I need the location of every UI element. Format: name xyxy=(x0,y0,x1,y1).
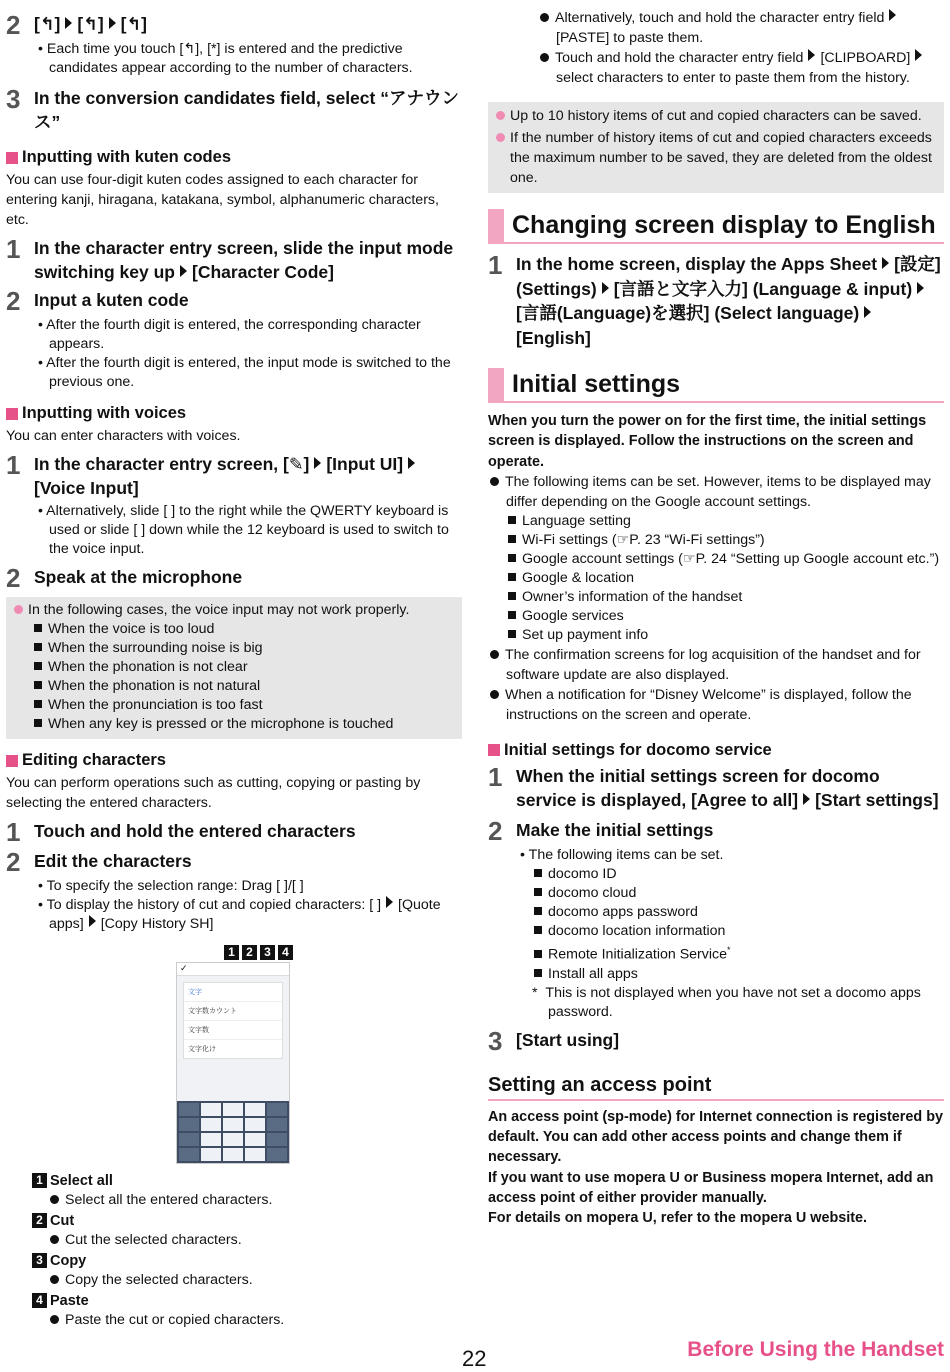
step-3-select: 3 In the conversion candidates field, select “アナウンス” xyxy=(6,84,459,132)
arrow-icon xyxy=(65,17,72,29)
page-number: 22 xyxy=(462,1346,487,1371)
tools-icon: ✎ xyxy=(288,454,304,474)
section-kuten: Inputting with kuten codes xyxy=(6,148,462,167)
right-column: Alternatively, touch and hold the character entry field[PASTE] to paste them. Touch and hold the character entry field [CLIPBOARD]select characters to enter to paste them from the history. Up to 10 history items of cut and copied characters can be saved. If the number of history items of cut and copied characters exceeds the maximum number to be saved, they are deleted from the oldest one. Changing screen display to English 1 In the home screen, display the Apps Sheet [設定] (Settings) [言語と文字入力] (Language & input)[言語(Language)を選択] (Select language)[English] Initial settings When you turn the power on for the first time, the initial settings screen is displayed. Follow the instructions on the screen and operate. The following items can be set. However, items to be displayed may differ depending on the Google account settings. Language setting Wi-Fi settings (☞P. 23 “Wi-Fi settings”) Google account settings (☞P. 24 “Setting up Google account etc.”) Google & location Owner’s information of the handset Google services Set up payment info The confirmation screens for log acquisition of the handset and for software update are also displayed. When a notification for “Disney Welcome” is displayed, follow the instructions on the screen and operate. Initial settings for docomo service 1 When the initial settings screen for docomo service is displayed, [Agree to all] [Start settings] 2 Make the initial settings • The following items can be set. docomo ID docomo cloud docomo apps password docomo location information Remote Initialization Service* Install all apps * This is not displayed when you have not set a docomo apps password. 3 [Start using] Setting an access point An access point (sp-mode) for Internet connection is registered by default. You can add other access points and change them if necessary. If you want to use mopera U or Business mopera Internet, add an access point of either provider manually. For details on mopera U, refer to the mopera U website. xyxy=(488,10,943,1227)
phone-candidate-list: 文字 文字数カウント 文字数 文字化け xyxy=(183,982,283,1059)
square-bullet-icon xyxy=(6,152,18,164)
note-dot-icon xyxy=(14,605,23,614)
note-box: Up to 10 history items of cut and copied characters can be saved. If the number of history items of cut and copied characters exceeds the maximum number to be saved, they are deleted from the oldest one. xyxy=(488,102,944,193)
section-heading-english: Changing screen display to English xyxy=(488,209,944,244)
step-2-touch: 2 [↰] [↰] [↰] xyxy=(6,10,147,40)
legend: 1 Select all Select all the entered characters. 2 Cut Cut the selected characters. 3 Copy Copy the selected characters. 4 Paste Paste the cut or copied characters. xyxy=(32,1172,462,1330)
section-heading-access: Setting an access point xyxy=(488,1074,944,1101)
enter-key-icon: ↰ xyxy=(126,14,142,34)
section-voices: Inputting with voices xyxy=(6,404,462,423)
square-icon xyxy=(34,624,42,632)
footer-section-title: Before Using the Handset xyxy=(687,1338,944,1361)
phone-screenshot xyxy=(176,962,290,1164)
callout-numbers: 1 2 3 4 xyxy=(224,944,462,962)
section-editing: Editing characters xyxy=(6,751,462,770)
enter-key-icon: ↰ xyxy=(83,14,98,34)
enter-key-icon: ↰ xyxy=(39,14,55,34)
square-bullet-icon xyxy=(6,408,18,420)
section-heading-initial: Initial settings xyxy=(488,368,944,403)
note-box: In the following cases, the voice input may not work properly. When the voice is too loud When the surrounding noise is big When the phonation is not clear When the phonation is not natural When the pronunciation is too fast When any key is pressed or the microphone is touched xyxy=(6,597,462,739)
arrow-icon xyxy=(180,265,187,277)
section-docomo: Initial settings for docomo service xyxy=(488,741,944,760)
phone-keyboard xyxy=(177,1101,289,1163)
phone-toolbar: ✓ xyxy=(177,963,289,976)
bullet: • Each time you touch [↰], [*] is entered and the predictive candidates appear according to the number of characters. xyxy=(38,41,413,76)
step-number: 2 xyxy=(6,10,21,40)
left-column: 2 [↰] [↰] [↰] • Each time you touch [↰], [*] is entered and the predictive candidates appear according to the number of characters. 3 In the conversion candidates field, select “アナウンス” Inputting with kuten codes You can use four-digit kuten codes assigned to each character for entering kanji, hiragana, katakana, symbol, alphanumeric characters, etc. 1 In the character entry screen, slide the input mode switching key up [Character Code] 2 Input a kuten code • After the fourth digit is entered, the corresponding character appears. • After the fourth digit is entered, the input mode is switched to the previous one. Inputting with voices You can enter characters with voices. 1 In the character entry screen, [✎] [Input UI] [Voice Input] • Alternatively, slide [ ] to the right while the QWERTY keyboard is used or slide [ ] down while the 12 keyboard is used to switch to the voice input. 2 Speak at the microphone In the following cases, the voice input may not work properly. When the voice is too loud When the surrounding noise is big When the phonation is not clear When the phonation is not natural When the pronunciation is too fast When any key is pressed or the microphone is touched Editing characters You can perform operations such as cutting, copying or pasting by selecting the entered characters. 1 Touch and hold the entered characters 2 Edit the characters • To specify the selection range: Drag [ ]/[ ] • To display the history of cut and copied characters: [ ] [Quote apps] [Copy History SH] 1 2 3 4 ✓ 文字 文字数カウント 文字数 文字化け 1 Select all Select all the entered characters. 2 Cut Cut the selected characters. 3 Copy Copy the selected characters. 4 Paste Paste the cut or copied characters. xyxy=(6,8,462,1330)
arrow-icon xyxy=(109,17,116,29)
